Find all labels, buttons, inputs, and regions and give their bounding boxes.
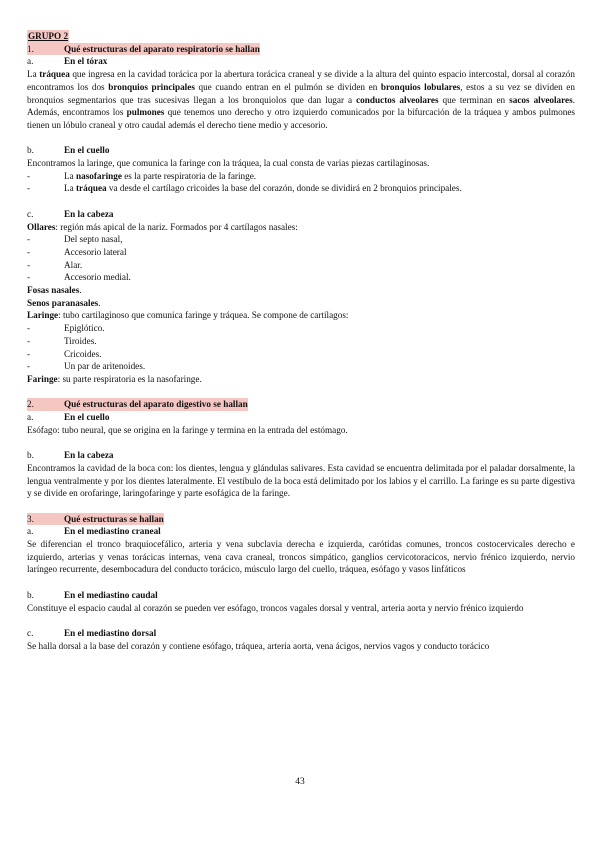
- section-1a-paragraph: La tráquea que ingresa en la cavidad torácica por la abertura torácica craneal y se divide a la altura del quinto espacio intercostal, dorsal al corazón encontramos los dos bronquios principales que cuando entran en el pulmón se dividen en bronquios lobulares, estos a su vez se dividen en bronquios segmentarios que tras sucesivas llegan a los bronquiolos que dan lugar a conductos alveolares que terminan en sacos alveolares. Además, encontramos los pulmones que tenemos uno derecho y otro izquierdo comunicados por la bifurcación de la tráquea y ambos pulmones tienen un lóbulo craneal y otro caudal además el derecho tiene medio y accesorio.: [27, 69, 575, 130]
- section-3b-heading: b. En el mediastino caudal: [27, 589, 158, 600]
- list-item: - Alar.: [27, 259, 83, 270]
- section-3c-paragraph: Se halla dorsal a la base del corazón y contiene esófago, tráquea, arteria aorta, vena ácigos, nervios vagos y conducto torácico: [27, 640, 490, 651]
- section-2-heading: 2. Qué estructuras del aparato digestivo se hallan: [27, 399, 248, 410]
- section-3b-paragraph: Constituye el espacio caudal al corazón se pueden ver esófago, troncos vagales dorsal y ventral, arteria aorta y nervio frénico izquierdo: [27, 602, 524, 613]
- section-1b-heading: b. En el cuello: [27, 145, 110, 156]
- section-1-heading: 1. Qué estructuras del aparato respiratorio se hallan: [27, 43, 260, 54]
- section-2b-paragraph: Encontramos la cavidad de la boca con: los dientes, lengua y glándulas salivares. Esta cavidad se encuentra delimitada por el paladar dorsalmente, la lengua ventralmente y por los dientes lateralmente. El vestíbulo de la boca está delimitado por los labios y el carrillo. La faringe es su parte digestiva y se divide en orofaringe, laringofaringe y parte esofágica de la faringe.: [27, 462, 575, 499]
- section-1c-heading: c. En la cabeza: [27, 208, 114, 219]
- list-item: - Un par de aritenoides.: [27, 361, 146, 372]
- group-heading: GRUPO 2: [28, 31, 69, 41]
- section-1a-heading: a. En el tórax: [27, 56, 108, 67]
- list-item: - Cricoides.: [27, 348, 102, 359]
- section-3a-heading: a. En el mediastino craneal: [27, 526, 161, 537]
- fosas-nasales: Fosas nasales.: [27, 285, 82, 296]
- section-3c-heading: c. En el mediastino dorsal: [27, 627, 157, 638]
- section-3-heading: 3. Qué estructuras se hallan: [27, 513, 164, 524]
- list-item: - Del septo nasal,: [27, 234, 123, 245]
- section-2b-heading: b. En la cabeza: [27, 450, 114, 461]
- list-item: - Tiroides.: [27, 335, 97, 346]
- section-2a-paragraph: Esófago: tubo neural, que se origina en la faringe y termina en la entrada del estómago.: [27, 424, 348, 435]
- laringe-line: Laringe: tubo cartilaginoso que comunica faringe y tráquea. Se compone de cartílagos:: [27, 310, 349, 321]
- list-item: - Accesorio medial.: [27, 272, 131, 283]
- ollares-line: Ollares: región más apical de la nariz. Formados por 4 cartílagos nasales:: [27, 221, 298, 232]
- list-item: - La nasofaringe es la parte respiratoria de la faringe.: [27, 170, 257, 181]
- list-item: - Accesorio lateral: [27, 246, 127, 257]
- faringe-line: Faringe: su parte respiratoria es la nasofaringe.: [27, 373, 202, 384]
- page-number: 43: [295, 777, 305, 787]
- document-page: [27, 30, 575, 652]
- list-item: - Epiglótico.: [27, 323, 105, 334]
- senos-paranasales: Senos paranasales.: [27, 297, 101, 308]
- list-item: - La tráquea va desde el cartílago cricoides la base del corazón, donde se dividirá en 2 bronquios principales.: [27, 183, 462, 194]
- section-2a-heading: a. En el cuello: [27, 412, 110, 423]
- section-1b-intro: Encontramos la laringe, que comunica la faringe con la tráquea, la cual consta de varias piezas cartilaginosas.: [27, 158, 430, 169]
- section-3a-paragraph: Se diferencian el tronco braquiocefálico, arteria y vena subclavia derecha e izquierda, carótidas comunes, troncos costocervicales derecho e izquierdo, arterias y venas torácicas internas, vena cava craneal, troncos simpático, ganglios cervicotoracicos, nervio frénico izquierdo, nervio laríngeo recurrente, desembocadura del conducto torácico, músculo largo del cuello, tráquea, esófago y vasos linfáticos: [27, 539, 575, 575]
